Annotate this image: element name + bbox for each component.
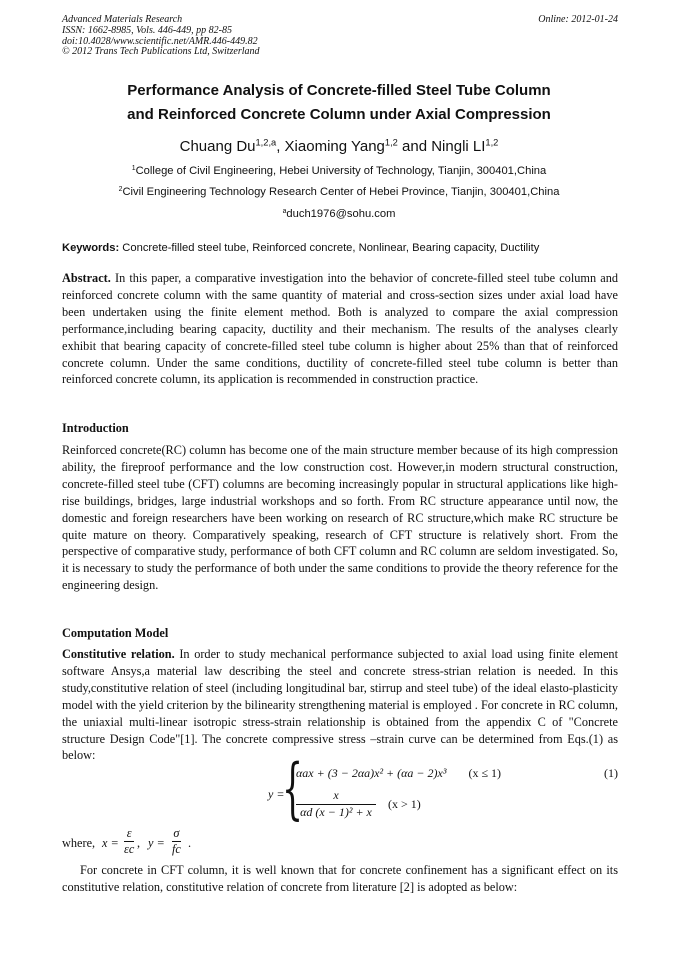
title-line-2: and Reinforced Concrete Column under Axial Compression [127,106,551,123]
email-text: duch1976@sohu.com [286,208,396,220]
affiliation-2 [40,186,638,198]
computation-paragraph [62,646,618,764]
x-def-fraction [124,826,134,857]
run-in-heading: Constitutive relation. [62,647,175,661]
online-date: Online: 2012-01-24 [538,14,618,25]
where-separator: , [137,836,141,850]
introduction-paragraph: Reinforced concrete(RC) column has become one of the main structure member because of its high compression ability, the fireproof performance and the low construction cost. However,in modern structural construction, concrete-filled steel tube (CFT) columns are becoming increasingly popular in structural applications like high-rise buildings, bridges, large industrial workshops and so forth. From RC structure appearance until now, the domestic and foreign researchers have been working on research of RC structure,which make RC structure be quite mature on theory. Comparatively speaking, research of CFT structure is relatively short. From the perspective of comparative study, performance of both CFT column and RC column are seldom investigated. So, it is necessary to study the performance of both under the same conditions to provide the theory reference for the engineering design. [62,443,618,593]
author-email [40,208,638,220]
equation-lhs: y = [268,787,285,801]
author-separator: , [276,138,285,155]
keywords-label: Keywords: [62,242,120,254]
brace-symbol: { [282,750,303,827]
copyright-line: © 2012 Trans Tech Publications Ltd, Switzerland [62,46,260,58]
equation-case-1 [296,766,501,781]
equation-1 [268,750,618,828]
affiliation-text: Civil Engineering Technology Research Center of Hebei Province, Tianjin, 300401,China [122,186,560,198]
where-end: . [188,836,192,850]
equation-case-2-condition: (x > 1) [388,797,421,811]
fraction-numerator: x [296,788,376,805]
equation-case-1-condition: (x ≤ 1) [468,766,502,780]
abstract-label: Abstract. [62,271,111,285]
abstract-text: In this paper, a comparative investigation into the behavior of concrete-filled steel tube column and reinforced concrete column with the same quantity of material and cross-section sizes under axial load have been undertaken using the finite element method. Both is analyzed to compare the axial compression performance,including bearing capacity, ductility and their mechanism. The results of the analyses clearly exhibit that bearing capacity of concrete-filled steel tube column is higher about 25% than that of reinforced concrete column. Under the same conditions, ductility of concrete-filled steel tube column is better than reinforced concrete column, its application is recommended in construction practice. [62,271,618,387]
where-label: where, [62,836,96,850]
x-def-lhs: x = [102,836,119,850]
affiliation-sup: 2 [118,185,123,193]
affiliation-sup: a [282,207,287,215]
author-sup: 1,2,a [255,137,277,148]
issn-line: ISSN: 1662-8985, Vols. 446-449, pp 82-85 [62,24,232,36]
paper-title [40,79,638,127]
journal-header [62,15,618,58]
author-sup: 1,2 [485,137,499,148]
keywords-text: Concrete-filled steel tube, Reinforced concrete, Nonlinear, Bearing capacity, Ductility [119,242,540,254]
x-def-num: ε [124,826,134,842]
author-list [40,138,638,155]
x-def-den: εc [124,842,135,856]
equation-case-2-fraction [296,788,376,820]
author-name: Ningli LI [431,138,486,155]
journal-name: Advanced Materials Research [62,14,183,25]
author-separator: and [397,138,432,155]
equation-case-1-expr: αax + (3 − 2αa)x² + (αa − 2)x³ [296,766,447,780]
y-def-fraction [172,826,181,857]
doi-line: doi:10.4028/www.scientific.net/AMR.446-449.82 [62,35,258,47]
computation-text: In order to study mechanical performance subjected to axial load using finite element software Ansys,a material law describing the steel and concrete stress-strian relation is needed. In this study,constitutive relation of steel (including longitudinal bar, stirrup and steel tube) of the ideal elasto-plasticity model with the yield criterion by the bilinearity strengthening material is employed . For concrete in RC column, the uniaxial multi-linear isotropic stress-strain relationship is obtained from the appendix C of "Concrete structure Design Code"[1]. The concrete compressive stress –strain curve can be determined from Eqs.(1) as below: [62,647,618,763]
fraction-denominator: αd (x − 1)² + x [300,805,372,819]
affiliation-1 [40,165,638,177]
y-def-lhs: y = [148,836,165,850]
author-sup: 1,2 [384,137,398,148]
author-name: Chuang Du [179,138,256,155]
where-clause [62,826,262,862]
affiliation-sup: 1 [131,164,136,172]
equation-number: (1) [604,766,618,780]
title-line-1: Performance Analysis of Concrete-filled Steel Tube Column [127,82,551,99]
y-def-num: σ [173,826,180,840]
computation-heading: Computation Model [62,626,169,640]
keywords [62,242,618,254]
y-def-den: fc [172,842,181,856]
introduction-heading: Introduction [62,421,129,435]
affiliation-text: College of Civil Engineering, Hebei University of Technology, Tianjin, 300401,China [135,165,547,177]
abstract [62,270,618,388]
closing-paragraph: For concrete in CFT column, it is well known that for concrete confinement has a significant effect on its constitutive relation, constitutive relation of concrete from literature [2] is adopted as below: [62,863,618,894]
author-name: Xiaoming Yang [284,138,385,155]
